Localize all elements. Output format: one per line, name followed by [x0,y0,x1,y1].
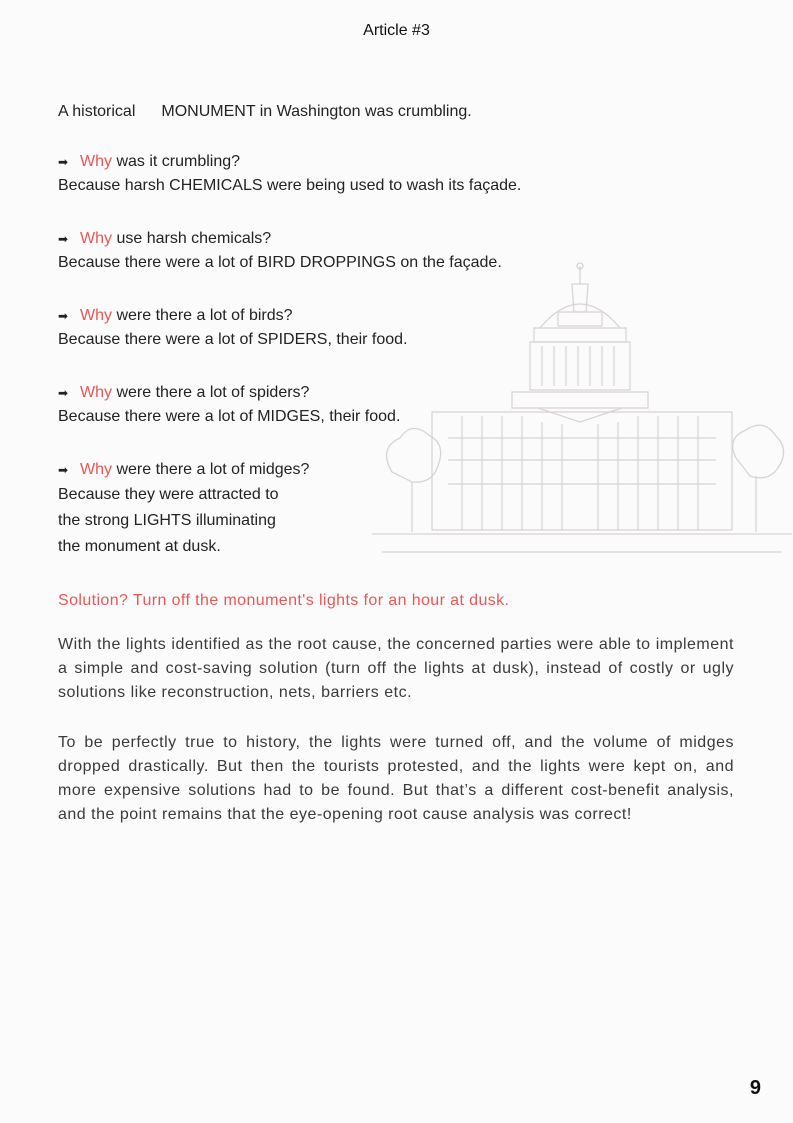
why-keyword: Why [80,307,112,324]
answer-line: Because they were attracted to [58,486,279,503]
why-keyword: Why [80,230,112,247]
body-paragraph: With the lights identified as the root cause, the concerned parties were able to implement a simple and cost-saving solution (turn off the lights at dusk), instead of costly or ugly solutions like reconstruction, nets, barriers etc. [58,636,734,701]
question-text: were there a lot of spiders? [112,384,310,401]
arrow-right-icon: ➡ [58,386,69,400]
answer-line: the monument at dusk. [58,538,221,555]
why-keyword: Why [80,384,112,401]
question-text: was it crumbling? [112,153,241,170]
why-block-4 [58,381,734,429]
answer-line: Because there were a lot of MIDGES, their food. [58,408,401,425]
answer-line: the strong LIGHTS illuminating [58,512,276,529]
why-block-1 [58,150,734,198]
why-question [58,458,734,482]
solution-heading: Solution? Turn off the monument's lights for an hour at dusk. [58,592,510,609]
why-question [58,381,734,405]
question-text: use harsh chemicals? [112,230,272,247]
why-question [58,227,734,251]
article-title: Article #3 [363,22,430,39]
arrow-right-icon: ➡ [58,463,69,477]
arrow-right-icon: ➡ [58,232,69,246]
why-block-3 [58,304,734,352]
answer-line: Because there were a lot of SPIDERS, their food. [58,331,408,348]
arrow-right-icon: ➡ [58,309,69,323]
answer-line: Because there were a lot of BIRD DROPPINGS on the façade. [58,254,502,271]
question-text: were there a lot of birds? [112,307,293,324]
why-keyword: Why [80,153,112,170]
why-block-2 [58,227,734,275]
intro-rest: MONUMENT in Washington was crumbling. [161,103,472,120]
why-keyword: Why [80,461,112,478]
why-question [58,150,734,174]
why-question [58,304,734,328]
article-body [58,100,734,853]
answer-line: Because harsh CHEMICALS were being used to wash its façade. [58,177,522,194]
page-number: 9 [749,1077,761,1099]
question-text: were there a lot of midges? [112,461,310,478]
arrow-right-icon: ➡ [58,155,69,169]
body-paragraph: To be perfectly true to history, the lights were turned off, and the volume of midges dropped drastically. But then the tourists protested, and the lights were kept on, and more expensive solutions had to be found. But that’s a different cost-benefit analysis, and the point remains that the eye-opening root cause analysis was correct! [58,734,734,823]
intro-lead: A historical [58,103,136,120]
intro-line [58,100,734,124]
why-block-5 [58,458,734,560]
